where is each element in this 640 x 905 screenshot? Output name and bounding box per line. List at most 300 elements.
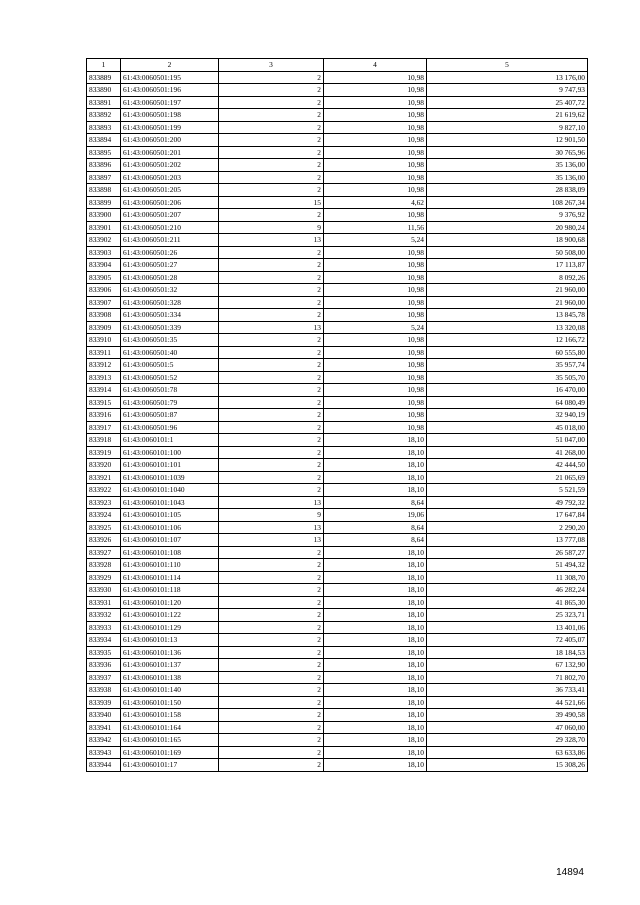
table-cell-col3: 2 <box>219 684 324 697</box>
table-cell-col5: 41 268,00 <box>427 446 588 459</box>
table-row <box>87 409 588 422</box>
table-cell-col2: 61:43:0060501:210 <box>121 221 219 234</box>
table-cell-col4: 18,10 <box>324 734 427 747</box>
table-cell-col3: 2 <box>219 271 324 284</box>
table-cell-col4: 10,98 <box>324 246 427 259</box>
table-cell-col2: 61:43:0060101:1 <box>121 434 219 447</box>
table-cell-col3: 9 <box>219 509 324 522</box>
table-cell-col2: 61:43:0060501:35 <box>121 334 219 347</box>
table-cell-col3: 2 <box>219 634 324 647</box>
table-row <box>87 546 588 559</box>
table-cell-col5: 35 505,70 <box>427 371 588 384</box>
table-cell-col1: 833910 <box>87 334 121 347</box>
table-cell-col3: 2 <box>219 571 324 584</box>
table-cell-col1: 833925 <box>87 521 121 534</box>
table-cell-col3: 2 <box>219 171 324 184</box>
table-cell-col1: 833938 <box>87 684 121 697</box>
table-cell-col4: 10,98 <box>324 84 427 97</box>
table-cell-col2: 61:43:0060501:339 <box>121 321 219 334</box>
table-cell-col5: 71 802,70 <box>427 671 588 684</box>
table-cell-col3: 2 <box>219 584 324 597</box>
table-cell-col2: 61:43:0060501:207 <box>121 209 219 222</box>
table-header-row <box>87 59 588 72</box>
table-cell-col1: 833907 <box>87 296 121 309</box>
table-cell-col3: 2 <box>219 734 324 747</box>
table-row <box>87 646 588 659</box>
table-cell-col5: 50 508,00 <box>427 246 588 259</box>
table-cell-col4: 10,98 <box>324 184 427 197</box>
table-cell-col5: 42 444,50 <box>427 459 588 472</box>
table-row <box>87 446 588 459</box>
table-row <box>87 259 588 272</box>
table-cell-col3: 2 <box>219 309 324 322</box>
table-cell-col5: 12 901,50 <box>427 134 588 147</box>
table-cell-col5: 13 845,78 <box>427 309 588 322</box>
table-cell-col5: 49 792,32 <box>427 496 588 509</box>
table-cell-col4: 11,56 <box>324 221 427 234</box>
table-cell-col4: 10,98 <box>324 146 427 159</box>
table-row <box>87 759 588 772</box>
table-cell-col4: 18,10 <box>324 684 427 697</box>
table-cell-col5: 9 376,92 <box>427 209 588 222</box>
table-cell-col1: 833922 <box>87 484 121 497</box>
table-cell-col1: 833920 <box>87 459 121 472</box>
table-cell-col5: 72 405,07 <box>427 634 588 647</box>
table-cell-col4: 18,10 <box>324 584 427 597</box>
table-cell-col1: 833892 <box>87 109 121 122</box>
table-cell-col4: 18,10 <box>324 609 427 622</box>
table-row <box>87 146 588 159</box>
table-cell-col2: 61:43:0060501:334 <box>121 309 219 322</box>
table-cell-col2: 61:43:0060501:199 <box>121 121 219 134</box>
table-cell-col1: 833941 <box>87 721 121 734</box>
column-header-2: 2 <box>121 59 219 72</box>
table-cell-col2: 61:43:0060101:118 <box>121 584 219 597</box>
table-cell-col2: 61:43:0060501:197 <box>121 96 219 109</box>
table-cell-col5: 41 865,30 <box>427 596 588 609</box>
table-cell-col5: 21 619,62 <box>427 109 588 122</box>
table-cell-col3: 2 <box>219 621 324 634</box>
table-row <box>87 321 588 334</box>
table-cell-col1: 833935 <box>87 646 121 659</box>
table-row <box>87 721 588 734</box>
table-cell-col2: 61:43:0060101:164 <box>121 721 219 734</box>
table-cell-col5: 11 308,70 <box>427 571 588 584</box>
table-cell-col5: 51 047,00 <box>427 434 588 447</box>
table-cell-col1: 833893 <box>87 121 121 134</box>
table-row <box>87 521 588 534</box>
table-row <box>87 71 588 84</box>
table-cell-col5: 35 136,00 <box>427 159 588 172</box>
table-cell-col1: 833926 <box>87 534 121 547</box>
table-cell-col2: 61:43:0060101:101 <box>121 459 219 472</box>
table-cell-col5: 9 827,10 <box>427 121 588 134</box>
table-cell-col1: 833932 <box>87 609 121 622</box>
table-cell-col5: 108 267,34 <box>427 196 588 209</box>
table-cell-col3: 13 <box>219 496 324 509</box>
table-cell-col4: 18,10 <box>324 746 427 759</box>
table-cell-col5: 45 018,00 <box>427 421 588 434</box>
page-number: 14894 <box>556 867 584 878</box>
table-cell-col5: 39 490,58 <box>427 709 588 722</box>
column-header-5: 5 <box>427 59 588 72</box>
table-cell-col2: 61:43:0060101:158 <box>121 709 219 722</box>
table-cell-col5: 51 494,32 <box>427 559 588 572</box>
table-cell-col3: 2 <box>219 409 324 422</box>
table-row <box>87 134 588 147</box>
table-row <box>87 359 588 372</box>
table-row <box>87 559 588 572</box>
table-cell-col4: 18,10 <box>324 434 427 447</box>
table-cell-col3: 2 <box>219 259 324 272</box>
table-cell-col2: 61:43:0060501:203 <box>121 171 219 184</box>
table-cell-col1: 833904 <box>87 259 121 272</box>
table-cell-col4: 18,10 <box>324 446 427 459</box>
table-row <box>87 296 588 309</box>
table-cell-col4: 18,10 <box>324 596 427 609</box>
table-row <box>87 709 588 722</box>
table-cell-col5: 13 777,08 <box>427 534 588 547</box>
table-cell-col4: 18,10 <box>324 696 427 709</box>
table-cell-col5: 25 323,71 <box>427 609 588 622</box>
table-cell-col3: 2 <box>219 284 324 297</box>
table-cell-col4: 18,10 <box>324 571 427 584</box>
table-cell-col2: 61:43:0060101:140 <box>121 684 219 697</box>
table-row <box>87 509 588 522</box>
table-cell-col2: 61:43:0060501:26 <box>121 246 219 259</box>
table-cell-col2: 61:43:0060501:40 <box>121 346 219 359</box>
table-cell-col4: 8,64 <box>324 521 427 534</box>
table-cell-col4: 10,98 <box>324 421 427 434</box>
table-cell-col4: 10,98 <box>324 96 427 109</box>
table-cell-col3: 2 <box>219 109 324 122</box>
table-row <box>87 396 588 409</box>
table-cell-col1: 833911 <box>87 346 121 359</box>
table-cell-col4: 18,10 <box>324 759 427 772</box>
table-cell-col1: 833934 <box>87 634 121 647</box>
table-cell-col1: 833894 <box>87 134 121 147</box>
table-cell-col5: 8 092,26 <box>427 271 588 284</box>
table-cell-col5: 64 080,49 <box>427 396 588 409</box>
table-cell-col4: 10,98 <box>324 209 427 222</box>
table-cell-col3: 13 <box>219 321 324 334</box>
table-cell-col4: 18,10 <box>324 709 427 722</box>
table-cell-col2: 61:43:0060501:52 <box>121 371 219 384</box>
table-cell-col1: 833919 <box>87 446 121 459</box>
table-cell-col4: 10,98 <box>324 296 427 309</box>
table-cell-col3: 2 <box>219 471 324 484</box>
table-cell-col2: 61:43:0060101:137 <box>121 659 219 672</box>
table-cell-col2: 61:43:0060501:78 <box>121 384 219 397</box>
table-row <box>87 634 588 647</box>
table-cell-col5: 63 633,86 <box>427 746 588 759</box>
table-cell-col3: 2 <box>219 596 324 609</box>
table-cell-col4: 18,10 <box>324 634 427 647</box>
table-cell-col3: 2 <box>219 421 324 434</box>
table-cell-col2: 61:43:0060101:138 <box>121 671 219 684</box>
table-cell-col2: 61:43:0060101:120 <box>121 596 219 609</box>
table-cell-col3: 2 <box>219 209 324 222</box>
table-cell-col3: 2 <box>219 646 324 659</box>
table-row <box>87 109 588 122</box>
table-cell-col1: 833890 <box>87 84 121 97</box>
table-cell-col5: 15 308,26 <box>427 759 588 772</box>
table-cell-col3: 2 <box>219 746 324 759</box>
table-cell-col1: 833917 <box>87 421 121 434</box>
table-row <box>87 434 588 447</box>
table-cell-col1: 833903 <box>87 246 121 259</box>
table-cell-col3: 13 <box>219 521 324 534</box>
table-cell-col5: 28 838,09 <box>427 184 588 197</box>
table-cell-col2: 61:43:0060101:100 <box>121 446 219 459</box>
table-cell-col2: 61:43:0060501:200 <box>121 134 219 147</box>
table-cell-col1: 833895 <box>87 146 121 159</box>
table-cell-col1: 833900 <box>87 209 121 222</box>
table-cell-col2: 61:43:0060501:205 <box>121 184 219 197</box>
table-row <box>87 84 588 97</box>
table-cell-col4: 18,10 <box>324 659 427 672</box>
table-cell-col3: 2 <box>219 609 324 622</box>
table-cell-col4: 18,10 <box>324 484 427 497</box>
table-cell-col1: 833923 <box>87 496 121 509</box>
table-row <box>87 659 588 672</box>
table-cell-col4: 10,98 <box>324 346 427 359</box>
table-cell-col3: 2 <box>219 559 324 572</box>
table-cell-col2: 61:43:0060501:211 <box>121 234 219 247</box>
table-cell-col5: 16 470,00 <box>427 384 588 397</box>
table-cell-col3: 2 <box>219 371 324 384</box>
table-cell-col2: 61:43:0060101:17 <box>121 759 219 772</box>
table-cell-col2: 61:43:0060101:136 <box>121 646 219 659</box>
table-cell-col4: 18,10 <box>324 721 427 734</box>
table-row <box>87 471 588 484</box>
table-row <box>87 459 588 472</box>
table-cell-col5: 12 166,72 <box>427 334 588 347</box>
table-cell-col1: 833921 <box>87 471 121 484</box>
table-cell-col5: 5 521,59 <box>427 484 588 497</box>
table-row <box>87 171 588 184</box>
table-cell-col3: 2 <box>219 709 324 722</box>
table-row <box>87 746 588 759</box>
table-cell-col1: 833943 <box>87 746 121 759</box>
table-cell-col2: 61:43:0060101:105 <box>121 509 219 522</box>
table-row <box>87 734 588 747</box>
table-cell-col1: 833937 <box>87 671 121 684</box>
table-row <box>87 209 588 222</box>
table-cell-col2: 61:43:0060501:196 <box>121 84 219 97</box>
table-row <box>87 596 588 609</box>
table-cell-col2: 61:43:0060501:79 <box>121 396 219 409</box>
table-cell-col5: 21 960,00 <box>427 296 588 309</box>
table-cell-col4: 10,98 <box>324 384 427 397</box>
table-cell-col2: 61:43:0060501:202 <box>121 159 219 172</box>
table-cell-col5: 25 407,72 <box>427 96 588 109</box>
table-cell-col3: 13 <box>219 234 324 247</box>
table-row <box>87 496 588 509</box>
table-cell-col5: 20 980,24 <box>427 221 588 234</box>
table-cell-col4: 10,98 <box>324 334 427 347</box>
table-cell-col1: 833889 <box>87 71 121 84</box>
table-cell-col3: 2 <box>219 671 324 684</box>
table-cell-col4: 10,98 <box>324 259 427 272</box>
table-cell-col3: 2 <box>219 759 324 772</box>
table-cell-col4: 10,98 <box>324 359 427 372</box>
table-cell-col3: 2 <box>219 334 324 347</box>
table-cell-col1: 833891 <box>87 96 121 109</box>
table-row <box>87 696 588 709</box>
table-row <box>87 246 588 259</box>
table-cell-col2: 61:43:0060501:96 <box>121 421 219 434</box>
table-cell-col3: 2 <box>219 384 324 397</box>
table-row <box>87 584 588 597</box>
table-cell-col4: 18,10 <box>324 559 427 572</box>
table-cell-col1: 833899 <box>87 196 121 209</box>
table-row <box>87 346 588 359</box>
table-cell-col5: 46 282,24 <box>427 584 588 597</box>
column-header-4: 4 <box>324 59 427 72</box>
table-cell-col4: 10,98 <box>324 159 427 172</box>
table-cell-col1: 833906 <box>87 284 121 297</box>
table-cell-col1: 833933 <box>87 621 121 634</box>
table-cell-col2: 61:43:0060501:28 <box>121 271 219 284</box>
table-cell-col5: 18 900,68 <box>427 234 588 247</box>
table-cell-col4: 10,98 <box>324 171 427 184</box>
table-cell-col1: 833930 <box>87 584 121 597</box>
table-cell-col1: 833912 <box>87 359 121 372</box>
table-cell-col5: 26 587,27 <box>427 546 588 559</box>
table-cell-col3: 2 <box>219 459 324 472</box>
table-cell-col2: 61:43:0060501:328 <box>121 296 219 309</box>
table-cell-col2: 61:43:0060101:1043 <box>121 496 219 509</box>
table-row <box>87 196 588 209</box>
table-cell-col1: 833944 <box>87 759 121 772</box>
table-cell-col3: 2 <box>219 446 324 459</box>
table-cell-col1: 833896 <box>87 159 121 172</box>
table-cell-col3: 2 <box>219 96 324 109</box>
table-cell-col4: 10,98 <box>324 284 427 297</box>
table-cell-col1: 833924 <box>87 509 121 522</box>
table-cell-col4: 10,98 <box>324 121 427 134</box>
table-cell-col1: 833927 <box>87 546 121 559</box>
table-cell-col2: 61:43:0060501:87 <box>121 409 219 422</box>
table-cell-col2: 61:43:0060501:195 <box>121 71 219 84</box>
table-cell-col4: 19,06 <box>324 509 427 522</box>
table-cell-col2: 61:43:0060101:13 <box>121 634 219 647</box>
table-row <box>87 571 588 584</box>
table-cell-col2: 61:43:0060101:110 <box>121 559 219 572</box>
table-cell-col5: 30 765,96 <box>427 146 588 159</box>
table-cell-col3: 2 <box>219 134 324 147</box>
table-cell-col3: 13 <box>219 534 324 547</box>
table-cell-col2: 61:43:0060501:198 <box>121 109 219 122</box>
table-cell-col5: 13 320,08 <box>427 321 588 334</box>
table-row <box>87 384 588 397</box>
table-cell-col3: 2 <box>219 121 324 134</box>
table-cell-col2: 61:43:0060101:129 <box>121 621 219 634</box>
table-cell-col3: 2 <box>219 246 324 259</box>
table-cell-col1: 833939 <box>87 696 121 709</box>
table-row <box>87 371 588 384</box>
table-cell-col5: 29 328,70 <box>427 734 588 747</box>
table-cell-col3: 2 <box>219 396 324 409</box>
table-cell-col4: 18,10 <box>324 459 427 472</box>
column-header-1: 1 <box>87 59 121 72</box>
table-cell-col4: 10,98 <box>324 309 427 322</box>
table-row <box>87 271 588 284</box>
table-cell-col5: 32 940,19 <box>427 409 588 422</box>
table-cell-col5: 21 960,00 <box>427 284 588 297</box>
table-cell-col4: 10,98 <box>324 271 427 284</box>
table-row <box>87 221 588 234</box>
table-cell-col2: 61:43:0060101:1040 <box>121 484 219 497</box>
table-cell-col3: 9 <box>219 221 324 234</box>
table-cell-col1: 833916 <box>87 409 121 422</box>
table-body <box>87 71 588 771</box>
table-row <box>87 484 588 497</box>
table-cell-col5: 2 290,20 <box>427 521 588 534</box>
table-row <box>87 121 588 134</box>
table-cell-col1: 833914 <box>87 384 121 397</box>
table-cell-col4: 18,10 <box>324 646 427 659</box>
table-cell-col2: 61:43:0060101:114 <box>121 571 219 584</box>
table-cell-col5: 47 060,00 <box>427 721 588 734</box>
table-cell-col4: 18,10 <box>324 621 427 634</box>
table-cell-col4: 18,10 <box>324 471 427 484</box>
table-cell-col4: 18,10 <box>324 671 427 684</box>
table-cell-col5: 36 733,41 <box>427 684 588 697</box>
table-cell-col1: 833940 <box>87 709 121 722</box>
table-cell-col2: 61:43:0060101:122 <box>121 609 219 622</box>
table-cell-col1: 833901 <box>87 221 121 234</box>
table-cell-col3: 2 <box>219 484 324 497</box>
table-cell-col4: 8,64 <box>324 496 427 509</box>
table-row <box>87 609 588 622</box>
table-cell-col1: 833929 <box>87 571 121 584</box>
table-cell-col5: 17 113,87 <box>427 259 588 272</box>
table-cell-col2: 61:43:0060101:107 <box>121 534 219 547</box>
table-cell-col2: 61:43:0060501:32 <box>121 284 219 297</box>
table-cell-col4: 10,98 <box>324 71 427 84</box>
table-cell-col5: 13 176,00 <box>427 71 588 84</box>
table-cell-col5: 13 401,06 <box>427 621 588 634</box>
table-row <box>87 234 588 247</box>
table-cell-col5: 44 521,66 <box>427 696 588 709</box>
table-cell-col3: 2 <box>219 659 324 672</box>
table-cell-col3: 2 <box>219 71 324 84</box>
table-cell-col3: 2 <box>219 546 324 559</box>
table-row <box>87 621 588 634</box>
table-cell-col2: 61:43:0060101:1039 <box>121 471 219 484</box>
table-cell-col3: 2 <box>219 346 324 359</box>
table-cell-col5: 21 065,69 <box>427 471 588 484</box>
table-cell-col1: 833942 <box>87 734 121 747</box>
table-cell-col1: 833918 <box>87 434 121 447</box>
table-row <box>87 159 588 172</box>
table-cell-col1: 833902 <box>87 234 121 247</box>
table-cell-col3: 2 <box>219 696 324 709</box>
table-cell-col2: 61:43:0060101:150 <box>121 696 219 709</box>
table-cell-col3: 2 <box>219 159 324 172</box>
table-cell-col4: 10,98 <box>324 109 427 122</box>
table-cell-col3: 15 <box>219 196 324 209</box>
table-cell-col2: 61:43:0060101:106 <box>121 521 219 534</box>
table-cell-col4: 10,98 <box>324 409 427 422</box>
table-cell-col2: 61:43:0060101:108 <box>121 546 219 559</box>
table-cell-col1: 833928 <box>87 559 121 572</box>
table-row <box>87 421 588 434</box>
table-cell-col2: 61:43:0060501:27 <box>121 259 219 272</box>
table-cell-col2: 61:43:0060101:165 <box>121 734 219 747</box>
